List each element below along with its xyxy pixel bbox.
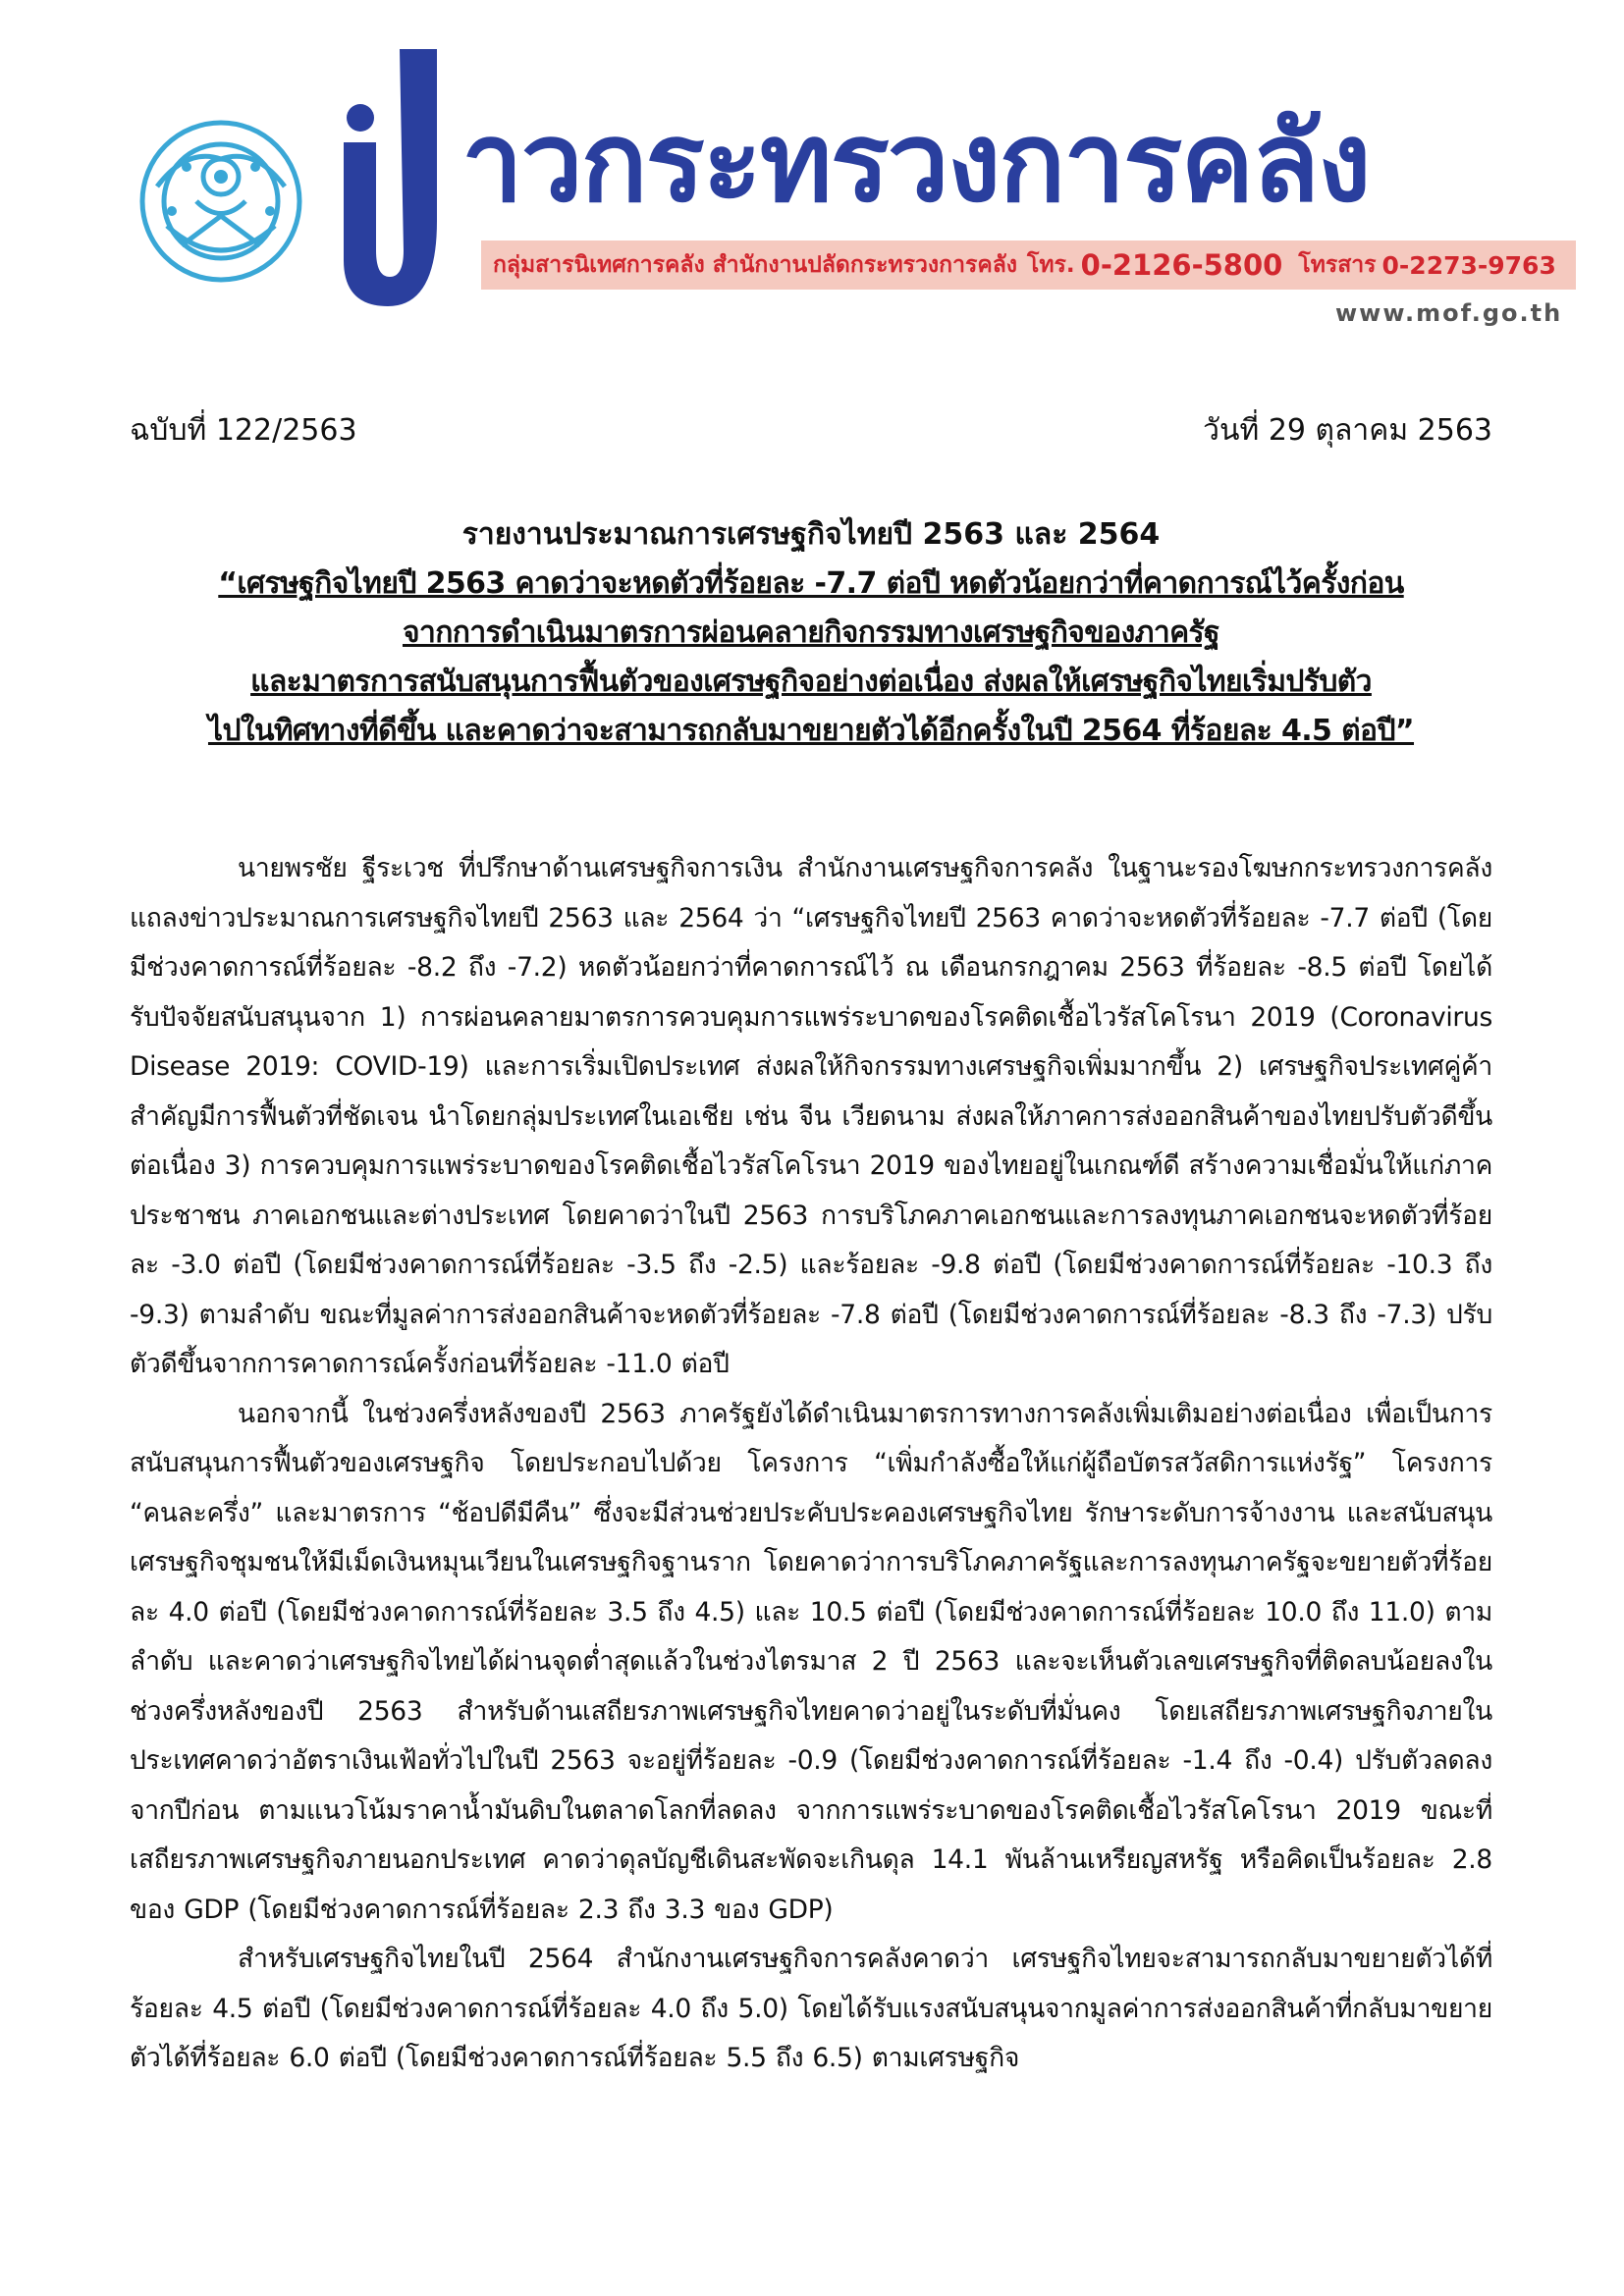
paragraph-3: สำหรับเศรษฐกิจไทยในปี 2564 สำนักงานเศรษฐกิจการคลังคาดว่า เศรษฐกิจไทยจะสามารถกลับมาขยายตัวได้ที่ร้อยละ 4.5 ต่อปี (โดยมีช่วงคาดการณ์ที่ร้อยละ 4.0 ถึง 5.0) โดยได้รับแรงสนับสนุนจากมูลค่าการส่งออกสินค้าที่กลับมาขยายตัวได้ที่ร้อยละ 6.0 ต่อปี (โดยมีช่วงคาดการณ์ที่ร้อยละ 5.5 ถึง 6.5) ตามเศรษฐกิจ	[130, 1944, 1492, 2073]
issue-date: วันที่ 29 ตุลาคม 2563	[1203, 413, 1492, 448]
fax-label: โทรสาร	[1298, 252, 1377, 278]
issue-line	[130, 407, 1492, 453]
issue-number: ฉบับที่ 122/2563	[130, 413, 357, 448]
paragraph-1-intro: นายพรชัย ฐีระเวช ที่ปรึกษาด้านเศรษฐกิจการเงิน สำนักงานเศรษฐกิจการคลัง ในฐานะรองโฆษกกระทรวงการคลัง แถลงข่าวประมาณการเศรษฐกิจไทยปี 2563 และ 2564 ว่า	[130, 853, 1492, 934]
paragraph-1-text: “เศรษฐกิจไทยปี 2563 คาดว่าจะหดตัวที่ร้อยละ -7.7 ต่อปี (โดยมีช่วงคาดการณ์ที่ร้อยละ -8.2 ถึง -7.2) หดตัวน้อยกว่าที่คาดการณ์ไว้ ณ เดือนกรกฎาคม 2563 ที่ร้อยละ -8.5 ต่อปี โดยได้รับปัจจัยสนับสนุนจาก 1) การผ่อนคลายมาตรการควบคุมการแพร่ระบาดของโรคติดเชื้อไวรัสโคโรนา 2019 (Coronavirus Disease 2019: COVID-19) และการเริ่มเปิดประเทศ ส่งผลให้กิจกรรมทางเศรษฐกิจเพิ่มมากขึ้น 2) เศรษฐกิจประเทศคู่ค้าสำคัญมีการฟื้นตัวที่ชัดเจน นำโดยกลุ่มประเทศในเอเชีย เช่น จีน เวียดนาม ส่งผลให้ภาคการส่งออกสินค้าของไทยปรับตัวดีขึ้นต่อเนื่อง 3) การควบคุมการแพร่ระบาดของโรคติดเชื้อไวรัสโคโรนา 2019 ของไทยอยู่ในเกณฑ์ดี สร้างความเชื่อมั่นให้แก่ภาคประชาชน ภาคเอกชนและต่างประเทศ โดยคาดว่าในปี 2563 การบริโภคภาคเอกชนและการลงทุนภาคเอกชนจะหดตัวที่ร้อยละ -3.0 ต่อปี (โดยมีช่วงคาดการณ์ที่ร้อยละ -3.5 ถึง -2.5) และร้อยละ -9.8 ต่อปี (โดยมีช่วงคาดการณ์ที่ร้อยละ -10.3 ถึง -9.3) ตามลำดับ ขณะที่มูลค่าการส่งออกสินค้าจะหดตัวที่ร้อยละ -7.8 ต่อปี (โดยมีช่วงคาดการณ์ที่ร้อยละ -8.3 ถึง -7.3) ปรับตัวดีขึ้นจากการคาดการณ์ครั้งก่อนที่ร้อยละ -11.0 ต่อปี	[130, 902, 1492, 1379]
article-body	[130, 844, 1492, 2084]
headline-line-1: “เศรษฐกิจไทยปี 2563 คาดว่าจะหดตัวที่ร้อยละ -7.7 ต่อปี หดตัวน้อยกว่าที่คาดการณ์ไว้ครั้งก่อน	[218, 566, 1404, 601]
garuda-emblem-icon	[128, 108, 314, 294]
headline-line-4: ไปในทิศทางที่ดีขึ้น และคาดว่าจะสามารถกลับมาขยายตัวได้อีกครั้งในปี 2564 ที่ร้อยละ 4.5 ต่อปี”	[207, 714, 1415, 748]
website-url: www.mof.go.th	[1335, 299, 1563, 327]
tel-number: 0-2126-5800	[1080, 248, 1283, 282]
headline	[130, 510, 1492, 756]
tel-label: โทร.	[1027, 252, 1075, 278]
masthead	[88, 39, 1561, 334]
headline-line-3: และมาตรการสนับสนุนการฟื้นตัวของเศรษฐกิจอย่างต่อเนื่อง ส่งผลให้เศรษฐกิจไทยเริ่มปรับตัว	[250, 665, 1372, 699]
paragraph-1	[130, 844, 1492, 1390]
report-title: รายงานประมาณการเศรษฐกิจไทยปี 2563 และ 2564	[461, 517, 1161, 552]
masthead-big-letter-logo	[339, 49, 447, 309]
fax-number: 0-2273-9763	[1381, 250, 1556, 280]
headline-line-2: จากการดำเนินมาตรการผ่อนคลายกิจกรรมทางเศรษฐกิจของภาครัฐ	[402, 615, 1220, 650]
masthead-title: าวกระทรวงการคลัง	[461, 99, 1370, 227]
paragraph-2: นอกจากนี้ ในช่วงครึ่งหลังของปี 2563 ภาครัฐยังได้ดำเนินมาตรการทางการคลังเพิ่มเติมอย่างต่อเนื่อง เพื่อเป็นการสนับสนุนการฟื้นตัวของเศรษฐกิจ โดยประกอบไปด้วย โครงการ “เพิ่มกำลังซื้อให้แก่ผู้ถือบัตรสวัสดิการแห่งรัฐ” โครงการ “คนละครึ่ง” และมาตรการ “ช้อปดีมีคืน” ซึ่งจะมีส่วนช่วยประคับประคองเศรษฐกิจไทย รักษาระดับการจ้างงาน และสนับสนุนเศรษฐกิจชุมชนให้มีเม็ดเงินหมุนเวียนในเศรษฐกิจฐานราก โดยคาดว่าการบริโภคภาครัฐและการลงทุนภาครัฐจะขยายตัวที่ร้อยละ 4.0 ต่อปี (โดยมีช่วงคาดการณ์ที่ร้อยละ 3.5 ถึง 4.5) และ 10.5 ต่อปี (โดยมีช่วงคาดการณ์ที่ร้อยละ 10.0 ถึง 11.0) ตามลำดับ และคาดว่าเศรษฐกิจไทยได้ผ่านจุดต่ำสุดแล้วในช่วงไตรมาส 2 ปี 2563 และจะเห็นตัวเลขเศรษฐกิจที่ติดลบน้อยลงในช่วงครึ่งหลังของปี 2563 สำหรับด้านเสถียรภาพเศรษฐกิจไทยคาดว่าอยู่ในระดับที่มั่นคง โดยเสถียรภาพเศรษฐกิจภายในประเทศคาดว่าอัตราเงินเฟ้อทั่วไปในปี 2563 จะอยู่ที่ร้อยละ -0.9 (โดยมีช่วงคาดการณ์ที่ร้อยละ -1.4 ถึง -0.4) ปรับตัวลดลงจากปีก่อน ตามแนวโน้มราคาน้ำมันดิบในตลาดโลกที่ลดลง จากการแพร่ระบาดของโรคติดเชื้อไวรัสโคโรนา 2019 ขณะที่เสถียรภาพเศรษฐกิจภายนอกประเทศ คาดว่าดุลบัญชีเดินสะพัดจะเกินดุล 14.1 พันล้านเหรียญสหรัฐ หรือคิดเป็นร้อยละ 2.8 ของ GDP (โดยมีช่วงคาดการณ์ที่ร้อยละ 2.3 ถึง 3.3 ของ GDP)	[130, 1398, 1492, 1925]
department-name: กลุ่มสารนิเทศการคลัง สำนักงานปลัดกระทรวงการคลัง	[493, 252, 1018, 278]
contact-bar	[481, 240, 1576, 290]
